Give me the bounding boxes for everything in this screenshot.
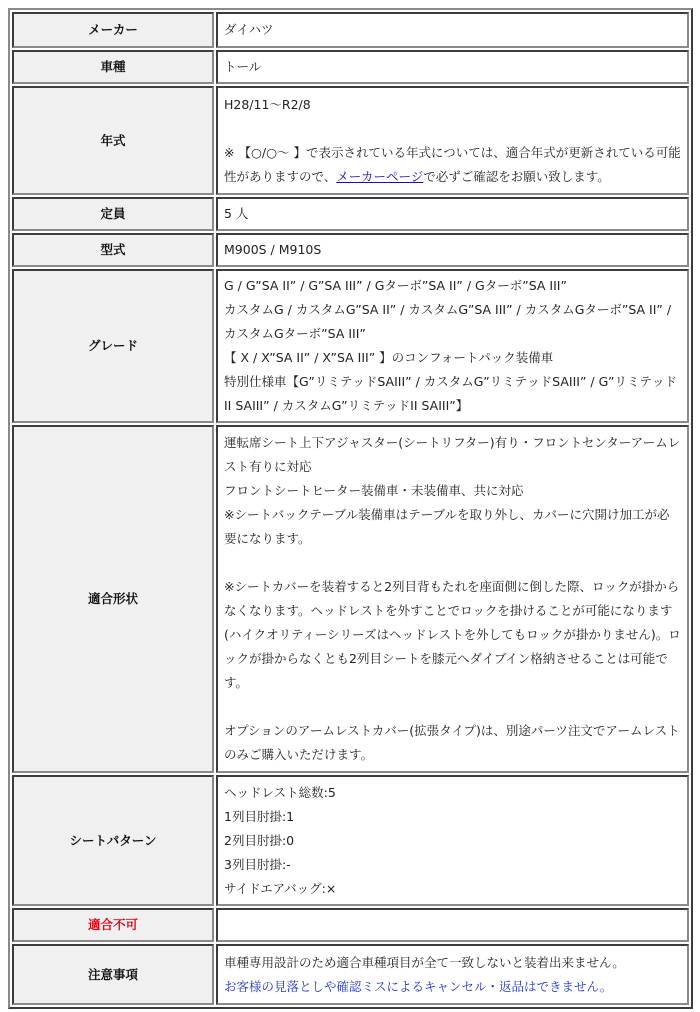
year-range: H28/11～R2/8 <box>224 96 311 112</box>
row-year <box>12 86 689 195</box>
year-note <box>224 141 681 189</box>
grade-line: カスタムG / カスタムG”SA II” / カスタムG”SA III” / カスタムGターボ”SA II” / カスタムGターボ”SA III” <box>224 302 672 341</box>
row-grade <box>12 269 689 423</box>
year-note-suffix: で必ずご確認をお願い致します。 <box>423 168 610 184</box>
fit-shape-paragraph: ※シートバックテーブル装備車はテーブルを取り外し、カバーに穴開け加工が必要になります。 <box>224 507 670 546</box>
value-model: トール <box>216 50 689 84</box>
value-incompatible <box>216 908 689 942</box>
row-maker <box>12 12 689 48</box>
spacer <box>224 117 681 141</box>
row-incompatible <box>12 908 689 942</box>
caution-no-return-notice: お客様の見落としや確認ミスによるキャンセル・返品はできません。 <box>224 978 613 994</box>
grade-line: G / G”SA II” / G”SA III” / Gターボ”SA II” / Gターボ”SA III” <box>224 278 567 293</box>
seat-pattern-line: 2列目肘掛:0 <box>224 832 295 848</box>
row-fit-shape <box>12 425 689 773</box>
spacer <box>224 695 681 719</box>
seat-pattern-line: 1列目肘掛:1 <box>224 808 295 824</box>
label-grade: グレード <box>12 269 214 423</box>
value-fit-shape <box>216 425 689 773</box>
row-type <box>12 233 689 267</box>
seat-pattern-line: 3列目肘掛:- <box>224 856 291 872</box>
grade-line: 【 X / X”SA II” / X”SA III” 】のコンフォートパック装備車 <box>224 350 554 365</box>
value-grade <box>216 269 689 423</box>
label-maker: メーカー <box>12 12 214 48</box>
caution-line: 車種専用設計のため適合車種項目が全て一致しないと装着出来ません。 <box>224 954 625 970</box>
row-model <box>12 50 689 84</box>
label-capacity: 定員 <box>12 197 214 231</box>
label-fit-shape: 適合形状 <box>12 425 214 773</box>
label-caution: 注意事項 <box>12 944 214 1005</box>
label-model: 車種 <box>12 50 214 84</box>
value-type: M900S / M910S <box>216 233 689 267</box>
value-capacity: 5 人 <box>216 197 689 231</box>
year-note-prefix: ※ 【○/○～ 】で表示されている年式については、適合年式が更新されている可能性がありますので、 <box>224 144 681 184</box>
maker-page-link[interactable]: メーカーページ <box>336 168 424 184</box>
value-seat-pattern <box>216 775 689 906</box>
label-year: 年式 <box>12 86 214 195</box>
fit-shape-paragraph: オプションのアームレストカバー(拡張タイプ)は、別途パーツ注文でアームレストのみご購入いただけます。 <box>224 723 680 762</box>
value-year <box>216 86 689 195</box>
value-maker: ダイハツ <box>216 12 689 48</box>
seat-pattern-line: サイドエアバッグ:× <box>224 880 337 896</box>
row-caution <box>12 944 689 1005</box>
fit-shape-paragraph: 運転席シート上下アジャスター(シートリフター)有り・フロントセンターアームレスト有りに対応 <box>224 435 681 474</box>
vehicle-spec-table <box>8 8 693 1009</box>
fit-shape-paragraph: ※シートカバーを装着すると2列目背もたれを座面側に倒した際、ロックが掛からなくなります。ヘッドレストを外すことでロックを掛けることが可能になります(ハイクオリティーシリーズはヘッドレストを外してもロックが掛かりません)。ロックが掛からなくとも2列目シートを膝元へダイブイン格納させることは可能です。 <box>224 579 681 690</box>
label-type: 型式 <box>12 233 214 267</box>
value-caution <box>216 944 689 1005</box>
row-seat-pattern <box>12 775 689 906</box>
fit-shape-paragraph: フロントシートヒーター装備車・未装備車、共に対応 <box>224 483 524 498</box>
grade-line: 特別仕様車【G”リミテッドSAIII” / カスタムG”リミテッドSAIII” / G”リミテッドII SAIII” / カスタムG”リミテッドII SAIII”】 <box>224 374 677 413</box>
row-capacity <box>12 197 689 231</box>
label-seat-pattern: シートパターン <box>12 775 214 906</box>
spacer <box>224 551 681 575</box>
label-incompatible: 適合不可 <box>12 908 214 942</box>
seat-pattern-line: ヘッドレスト総数:5 <box>224 784 336 800</box>
